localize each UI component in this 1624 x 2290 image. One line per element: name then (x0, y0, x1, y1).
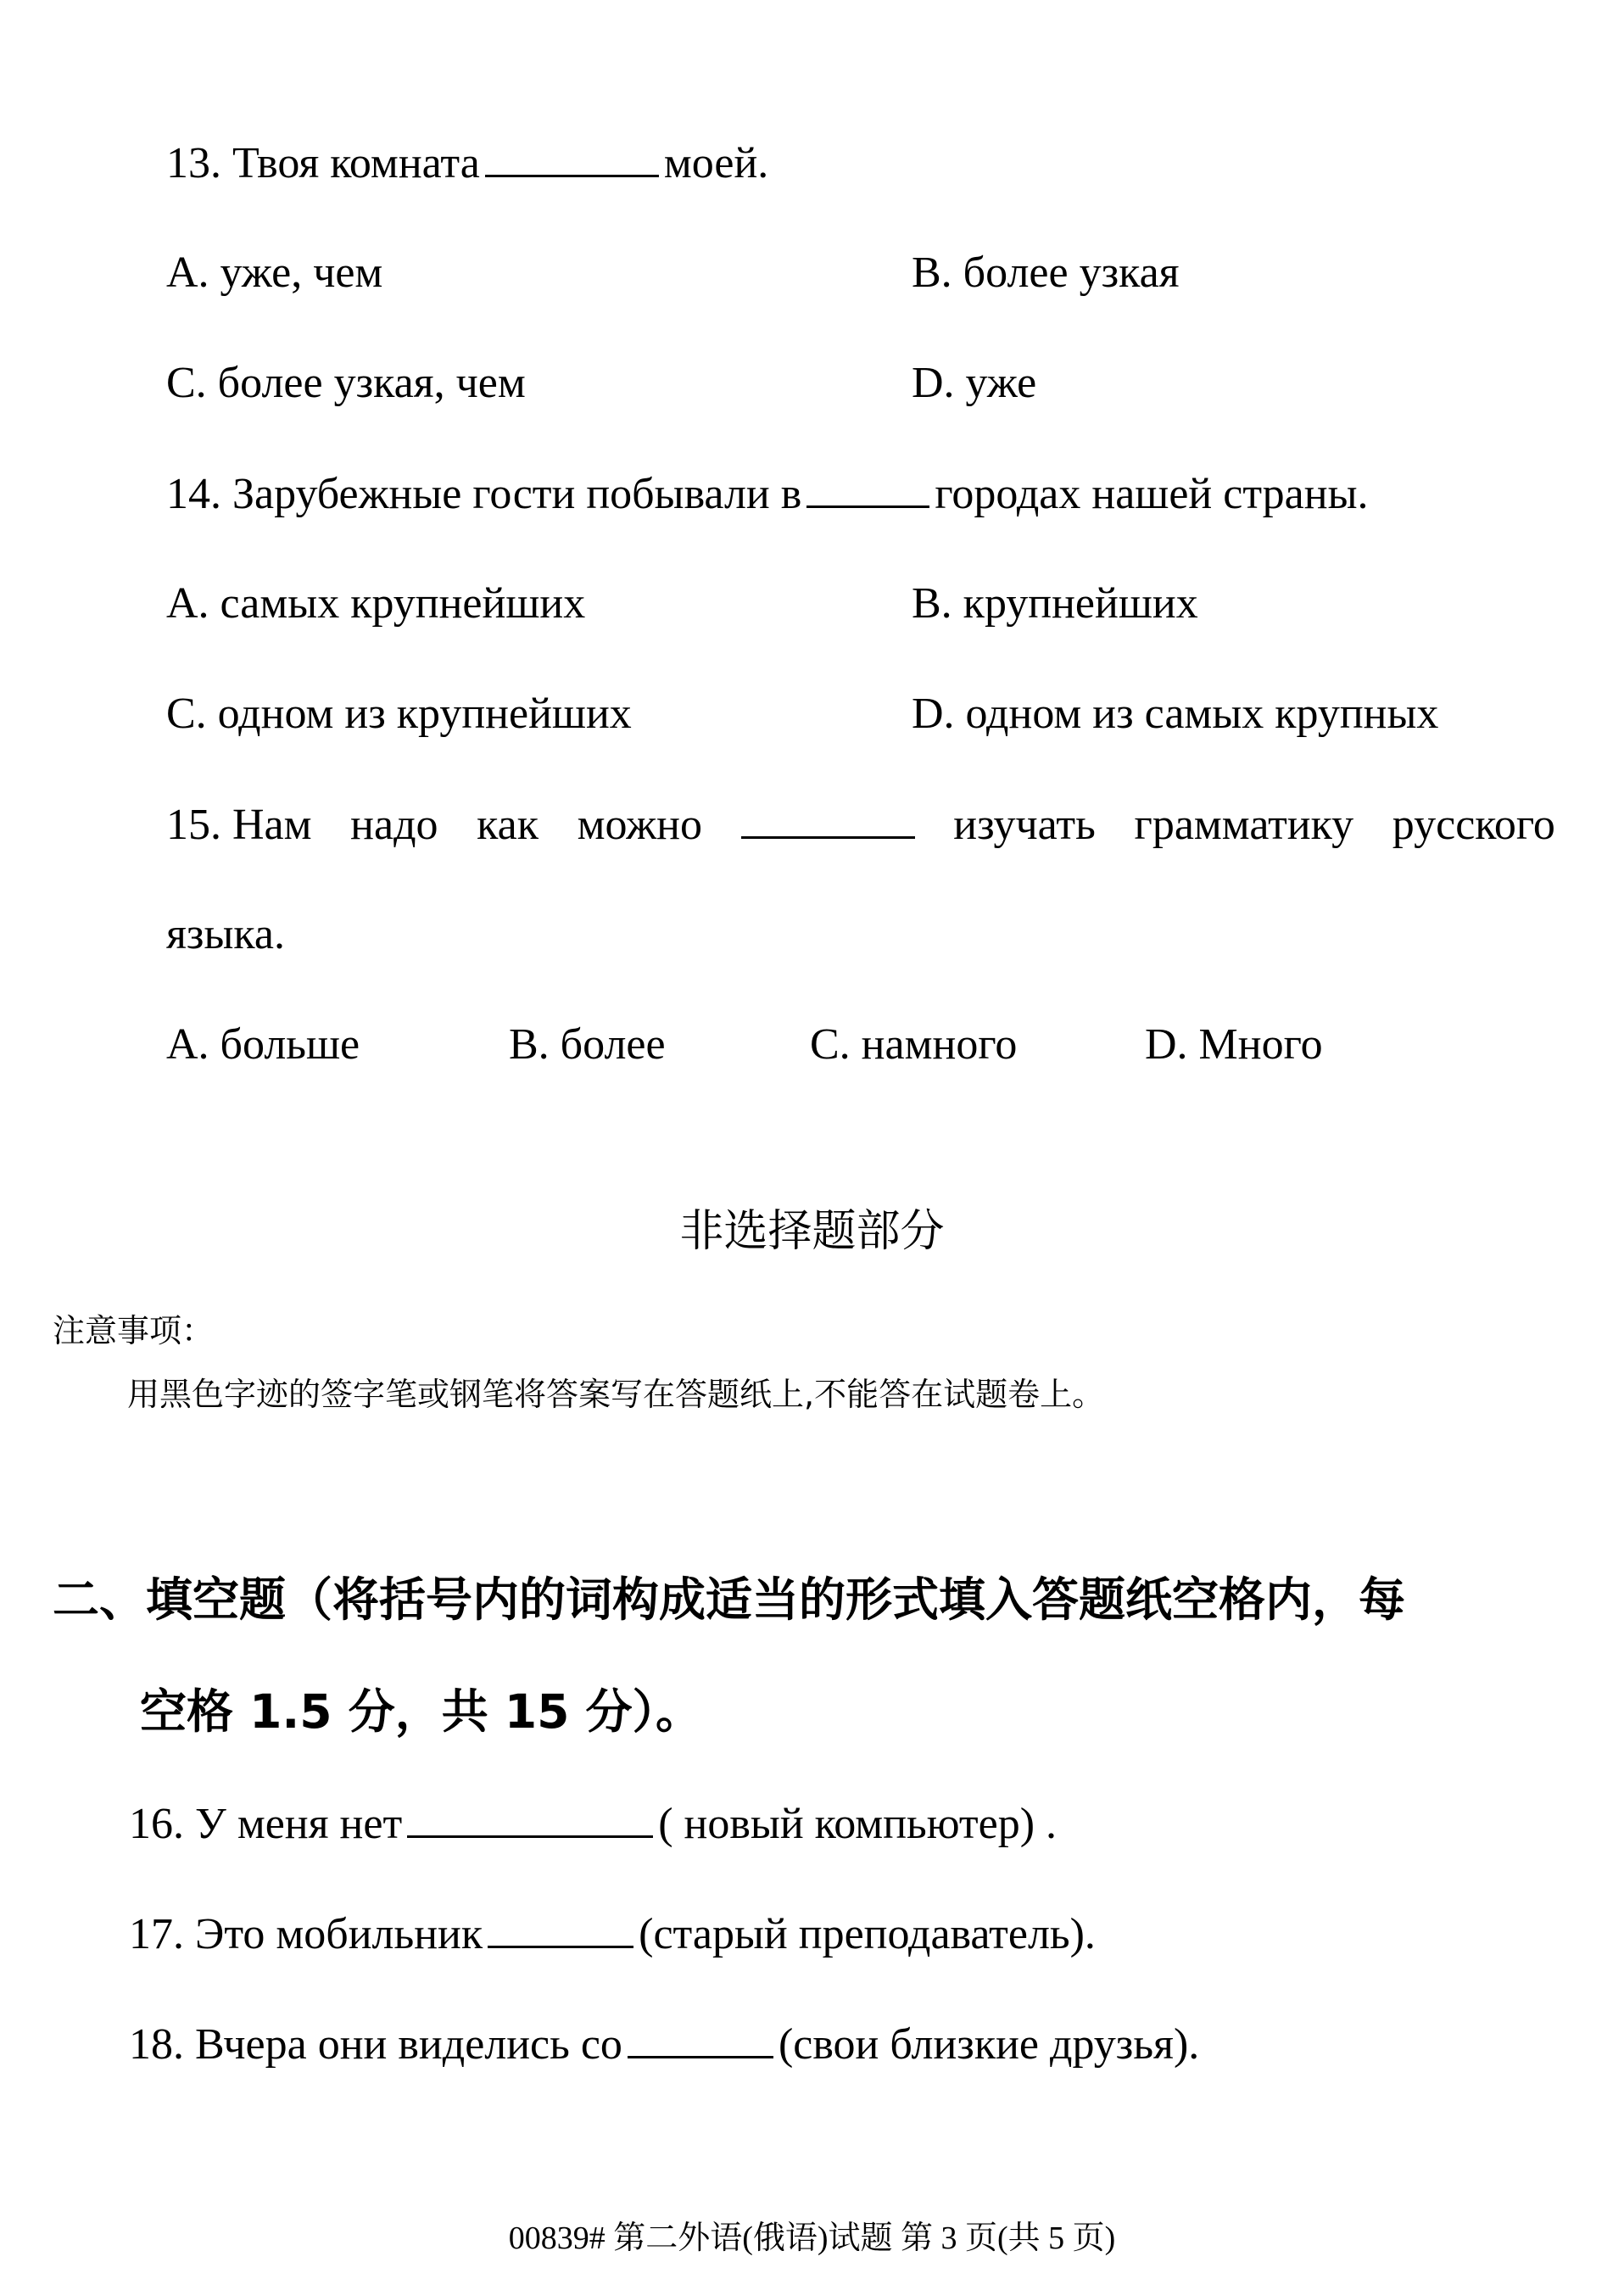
question-17 (129, 1908, 1096, 1960)
option-15-c: C. намного (810, 1020, 1018, 1069)
option-13-b: B. более узкая (912, 249, 1180, 297)
question-15-word: изучать (953, 801, 1096, 849)
option-13-c: C. более узкая, чем (166, 359, 526, 407)
notice-text: 用黑色字迹的签字笔或钢笔将答案写在答题纸上,不能答在试题卷上。 (127, 1376, 1105, 1413)
part2-heading-line2: 空格 1.5 分，共 15 分）。 (140, 1684, 703, 1739)
question-15 (166, 799, 1555, 851)
option-14-c: C. одном из крупнейших (166, 690, 632, 738)
question-18-text: 18. Вчера они виделись со (129, 2020, 622, 2069)
notice-heading: 注意事项： (53, 1312, 215, 1349)
question-13-text: 13. Твоя комната (166, 139, 480, 187)
answer-blank (628, 2019, 773, 2058)
question-15-word: надо (350, 801, 438, 849)
page-footer: 00839# 第二外语(俄语)试题 第 3 页(共 5 页) (508, 2220, 1116, 2256)
question-16-hint: ( новый компьютер) . (658, 1800, 1058, 1848)
question-14-text: 14. Зарубежные гости побывали в (166, 470, 802, 518)
question-17-hint: (старый преподаватель). (639, 1910, 1096, 1958)
question-15-word: можно (577, 801, 702, 849)
question-15-word: русского (1392, 801, 1555, 849)
option-15-a: A. больше (166, 1020, 360, 1069)
answer-blank (488, 1908, 633, 1948)
question-15-continuation: языка. (166, 910, 285, 958)
option-14-d: D. одном из самых крупных (912, 690, 1439, 738)
question-14-text-end: городах нашей страны. (935, 470, 1369, 518)
option-13-d: D. уже (912, 359, 1037, 407)
answer-blank (806, 468, 929, 508)
question-16-text: 16. У меня нет (129, 1800, 403, 1848)
question-18 (129, 2019, 1199, 2070)
option-15-b: B. более (509, 1020, 666, 1069)
section-title: 非选择题部分 (679, 1206, 945, 1257)
answer-blank (485, 137, 659, 177)
question-16 (129, 1798, 1057, 1850)
option-14-b: B. крупнейших (912, 579, 1198, 628)
option-14-a: A. самых крупнейших (166, 579, 586, 628)
option-15-d: D. Много (1145, 1020, 1323, 1069)
answer-blank (741, 799, 915, 839)
question-15-word: как (477, 801, 539, 849)
question-14 (166, 468, 1369, 520)
question-17-text: 17. Это мобильник (129, 1910, 483, 1958)
answer-blank (407, 1798, 653, 1838)
option-13-a: A. уже, чем (166, 249, 383, 297)
question-15-word: грамматику (1134, 801, 1354, 849)
question-15-word: 15. Нам (166, 801, 312, 849)
question-13-text-end: моей. (663, 139, 769, 187)
part2-heading-line1: 二、填空题（将括号内的词构成适当的形式填入答题纸空格内，每 (53, 1572, 1406, 1627)
question-18-hint: (свои близкие друзья). (778, 2020, 1200, 2069)
question-13 (166, 137, 768, 189)
